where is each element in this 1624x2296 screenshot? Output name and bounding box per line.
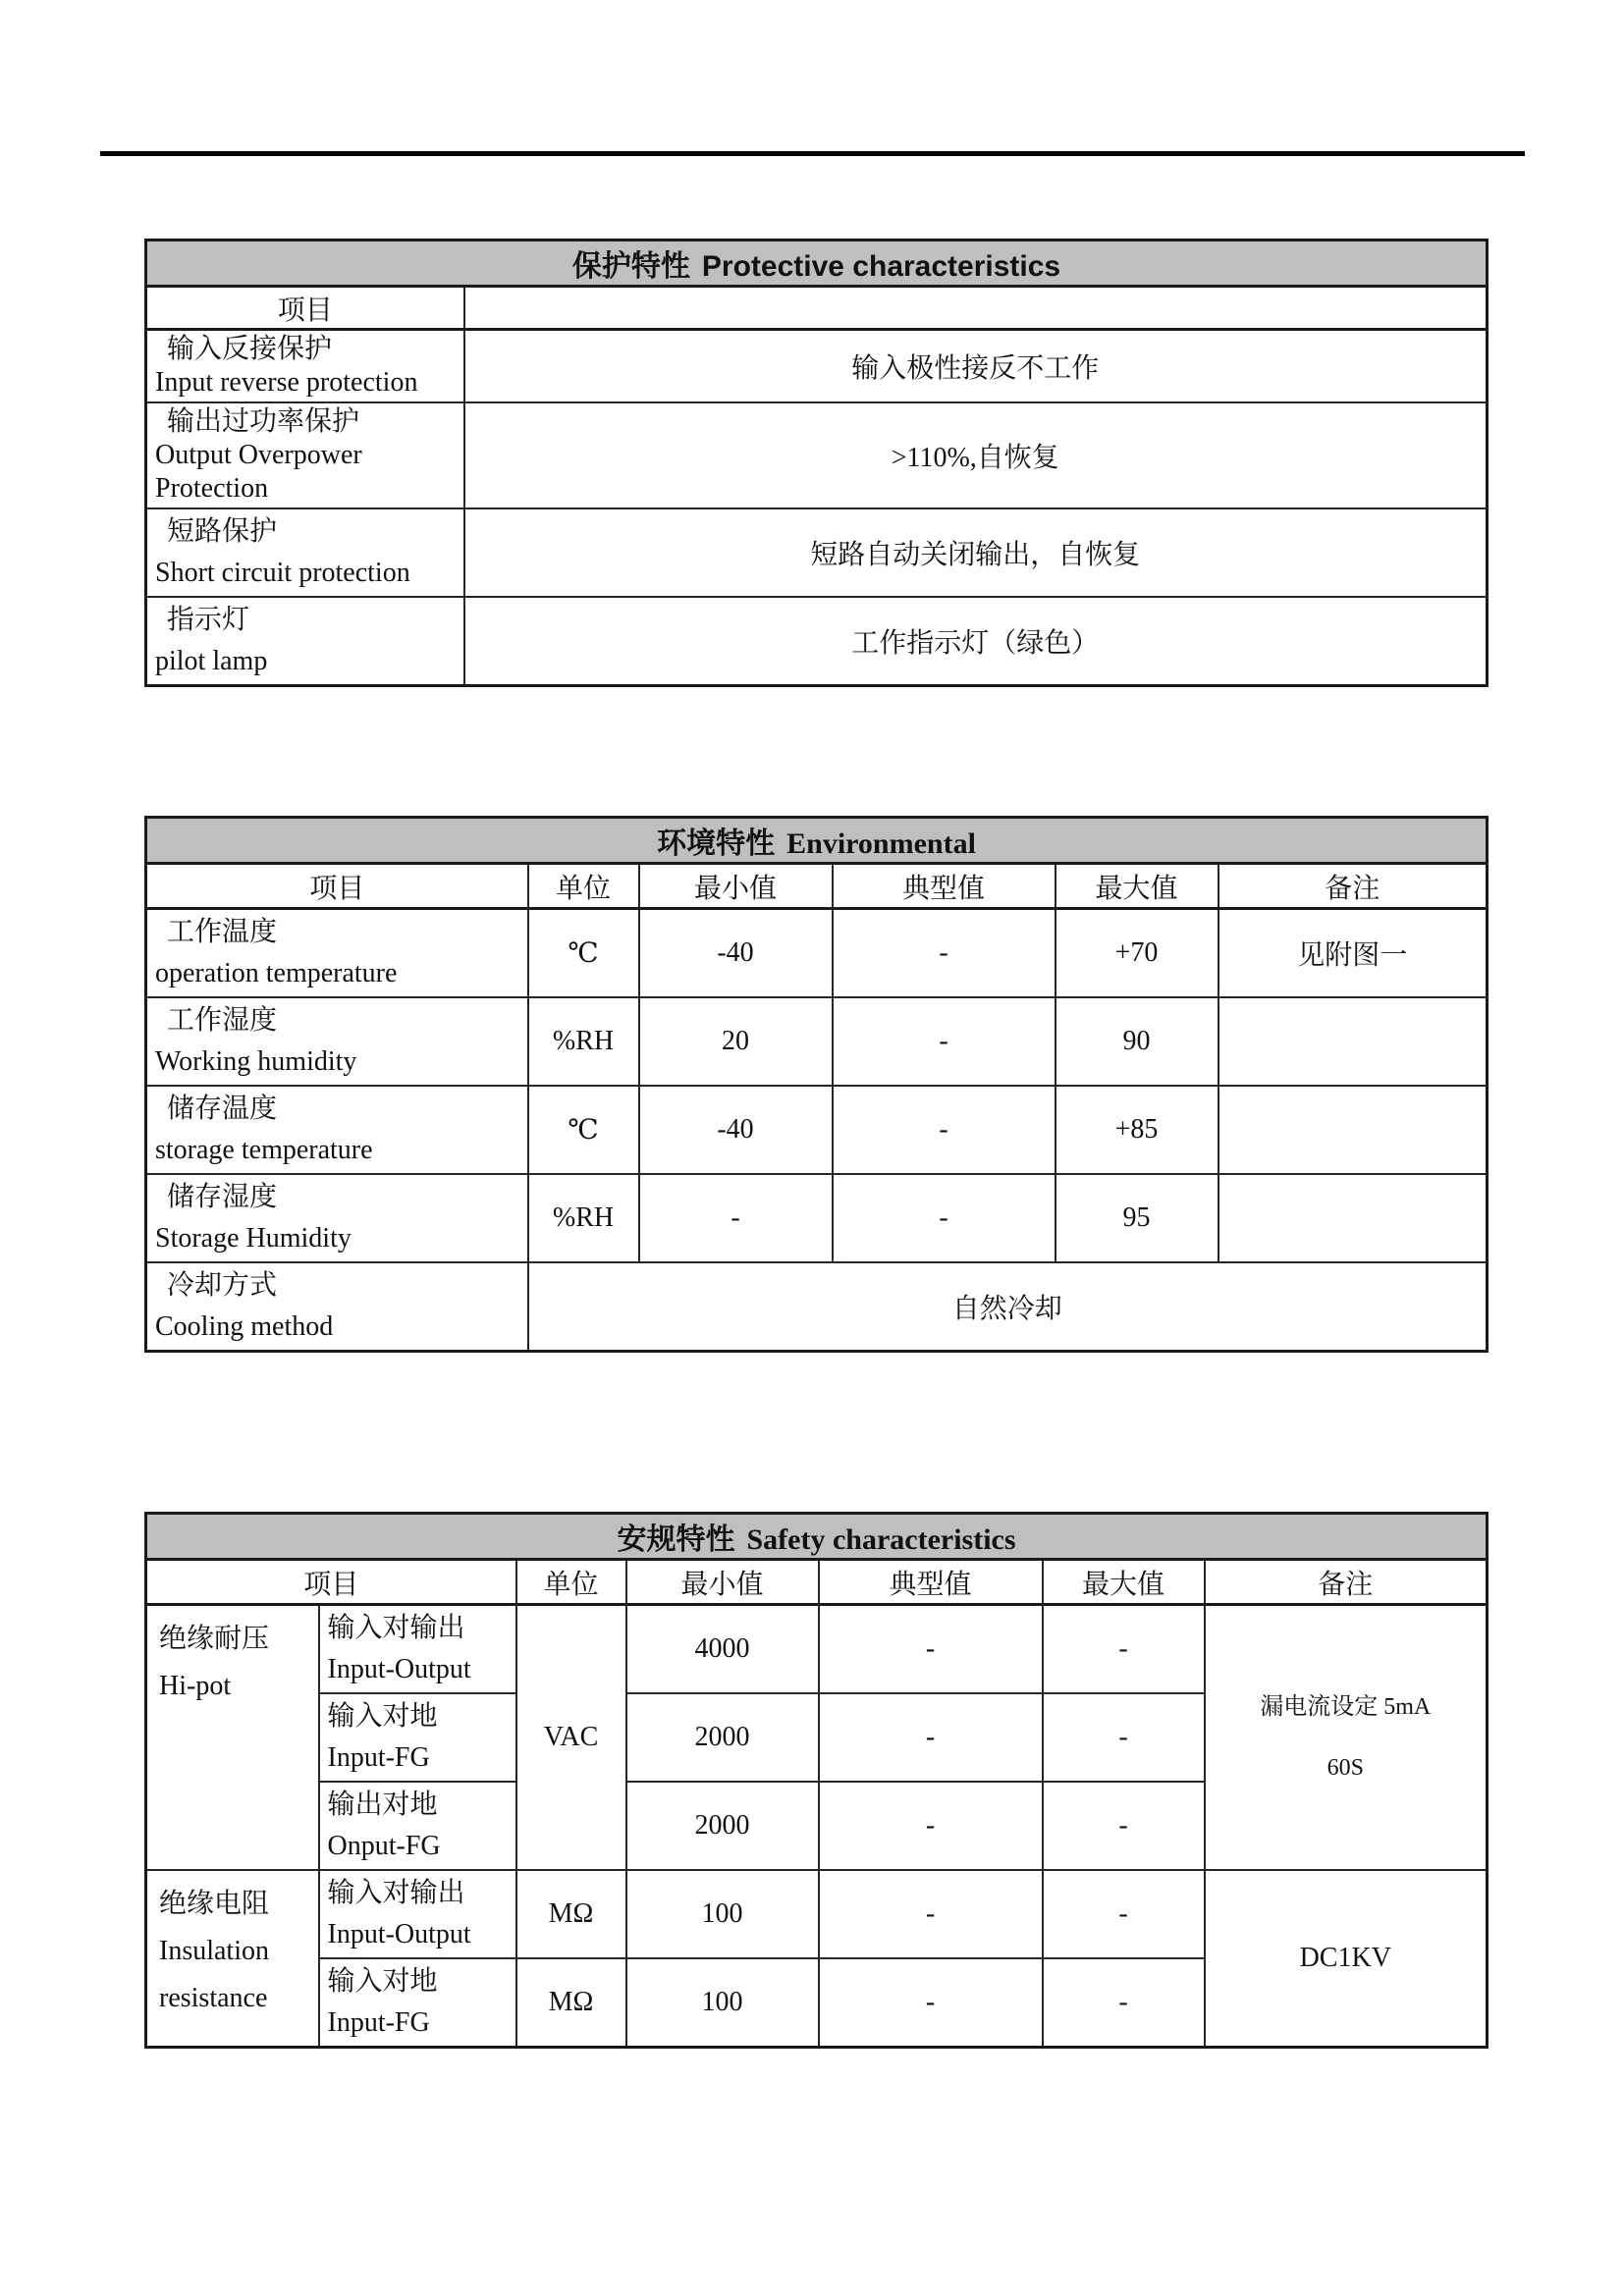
item-en: Storage Humidity [155, 1223, 352, 1254]
col-header-note: 备注 [1218, 864, 1488, 909]
min-cell: 2000 [626, 1693, 819, 1782]
max-cell: - [1043, 1605, 1205, 1694]
item-en: Short circuit protection [155, 558, 410, 588]
typ-cell: - [833, 997, 1056, 1086]
typ-cell: - [833, 909, 1056, 998]
col-header-item: 项目 [146, 287, 464, 330]
table-row [146, 1605, 1488, 1694]
group-zh: 绝缘电阻 [159, 1889, 270, 1919]
sub-item-cell [319, 1693, 516, 1782]
min-cell: -40 [639, 909, 833, 998]
group-en: Hi-pot [159, 1671, 232, 1701]
safety-title [146, 1514, 1488, 1560]
typ-cell: - [819, 1958, 1043, 2048]
note-line: 60S [1326, 1755, 1364, 1781]
group-en: Insulation resistance [159, 1936, 269, 2013]
value-cell: 输入极性接反不工作 [464, 330, 1488, 403]
sub-zh: 输入对输出 [327, 1613, 465, 1643]
table-row [146, 1174, 1488, 1262]
col-header-unit: 单位 [516, 1560, 626, 1605]
unit-cell: MΩ [516, 1870, 626, 1958]
item-cell [146, 508, 464, 597]
sub-item-cell [319, 1782, 516, 1870]
typ-cell: - [819, 1782, 1043, 1870]
item-en: storage temperature [155, 1135, 373, 1165]
value-cell: 短路自动关闭输出，自恢复 [464, 508, 1488, 597]
group-item-cell [146, 1605, 319, 1871]
item-en: operation temperature [155, 958, 398, 988]
item-cell [146, 1262, 528, 1352]
sub-zh: 输入对输出 [327, 1878, 465, 1908]
col-header-typ: 典型值 [833, 864, 1056, 909]
safety-colhead-row [146, 1560, 1488, 1605]
item-cell [146, 597, 464, 686]
col-header-max: 最大值 [1043, 1560, 1205, 1605]
min-cell: 100 [626, 1870, 819, 1958]
protective-table [144, 239, 1489, 687]
table-row [146, 997, 1488, 1086]
sub-en: Input-Output [327, 1919, 471, 1949]
protective-title-en: Protective characteristics [701, 250, 1061, 283]
table-row [146, 909, 1488, 998]
col-header-unit: 单位 [528, 864, 639, 909]
unit-cell: ℃ [528, 1086, 639, 1174]
environmental-title [146, 818, 1488, 864]
unit-cell: VAC [516, 1605, 626, 1871]
item-zh: 工作温度 [167, 917, 278, 947]
max-cell: - [1043, 1782, 1205, 1870]
unit-cell: %RH [528, 997, 639, 1086]
sub-en: Onput-FG [327, 1831, 441, 1861]
min-cell: 20 [639, 997, 833, 1086]
item-zh: 储存湿度 [167, 1182, 278, 1212]
item-cell [146, 330, 464, 403]
environmental-title-row [146, 818, 1488, 864]
col-header-max: 最大值 [1056, 864, 1218, 909]
table-row [146, 508, 1488, 597]
typ-cell: - [819, 1605, 1043, 1694]
table-row [146, 1870, 1488, 1958]
environmental-table [144, 816, 1489, 1353]
protective-title [146, 240, 1488, 287]
table-row [146, 1262, 1488, 1352]
unit-cell: ℃ [528, 909, 639, 998]
item-en: pilot lamp [155, 646, 268, 676]
min-cell: 2000 [626, 1782, 819, 1870]
note-cell [1218, 1174, 1488, 1262]
item-zh: 工作湿度 [167, 1005, 278, 1036]
typ-cell: - [819, 1870, 1043, 1958]
max-cell: +85 [1056, 1086, 1218, 1174]
sub-item-cell [319, 1870, 516, 1958]
item-en: Cooling method [155, 1311, 334, 1342]
sub-item-cell [319, 1958, 516, 2048]
max-cell: - [1043, 1693, 1205, 1782]
typ-cell: - [833, 1086, 1056, 1174]
environmental-title-zh: 环境特性 [657, 828, 776, 860]
cooling-value-cell: 自然冷却 [528, 1262, 1488, 1352]
item-zh: 短路保护 [167, 516, 278, 547]
max-cell: - [1043, 1870, 1205, 1958]
sub-en: Input-Output [327, 1654, 471, 1684]
item-zh: 储存温度 [167, 1094, 278, 1124]
item-zh: 输出过功率保护 [167, 406, 360, 437]
protective-title-zh: 保护特性 [571, 250, 690, 283]
environmental-colhead-row [146, 864, 1488, 909]
item-en: Output Overpower Protection [155, 440, 362, 504]
note-line: 漏电流设定 5mA [1260, 1694, 1432, 1720]
table-row [146, 597, 1488, 686]
table-row [146, 402, 1488, 508]
min-cell: 4000 [626, 1605, 819, 1694]
protective-title-row [146, 240, 1488, 287]
col-header-min: 最小值 [626, 1560, 819, 1605]
table-row [146, 1086, 1488, 1174]
item-cell [146, 997, 528, 1086]
sub-zh: 输入对地 [327, 1966, 438, 1997]
item-en: Working humidity [155, 1046, 357, 1077]
item-cell [146, 909, 528, 998]
safety-title-row [146, 1514, 1488, 1560]
max-cell: 90 [1056, 997, 1218, 1086]
sub-zh: 输出对地 [327, 1789, 438, 1820]
item-cell [146, 402, 464, 508]
group-zh: 绝缘耐压 [159, 1624, 270, 1654]
environmental-title-en: Environmental [786, 828, 976, 860]
unit-cell: MΩ [516, 1958, 626, 2048]
max-cell: 95 [1056, 1174, 1218, 1262]
typ-cell: - [833, 1174, 1056, 1262]
value-cell: >110%,自恢复 [464, 402, 1488, 508]
col-header-typ: 典型值 [819, 1560, 1043, 1605]
safety-title-zh: 安规特性 [617, 1523, 735, 1556]
group-item-cell [146, 1870, 319, 2048]
typ-cell: - [819, 1693, 1043, 1782]
protective-colhead-row [146, 287, 1488, 330]
col-header-min: 最小值 [639, 864, 833, 909]
col-header-blank [464, 287, 1488, 330]
table-row [146, 330, 1488, 403]
safety-title-en: Safety characteristics [746, 1523, 1016, 1556]
min-cell: - [639, 1174, 833, 1262]
note-cell: DC1KV [1205, 1870, 1488, 2048]
max-cell: - [1043, 1958, 1205, 2048]
note-cell [1218, 997, 1488, 1086]
sub-item-cell [319, 1605, 516, 1694]
note-cell [1218, 1086, 1488, 1174]
item-zh: 指示灯 [167, 605, 250, 635]
sub-en: Input-FG [327, 2007, 430, 2038]
value-cell: 工作指示灯（绿色） [464, 597, 1488, 686]
sub-en: Input-FG [327, 1742, 430, 1773]
min-cell: 100 [626, 1958, 819, 2048]
min-cell: -40 [639, 1086, 833, 1174]
col-header-note: 备注 [1205, 1560, 1488, 1605]
item-en: Input reverse protection [155, 367, 418, 398]
safety-table [144, 1512, 1489, 2049]
top-rule [100, 151, 1525, 156]
col-header-item: 项目 [146, 864, 528, 909]
item-cell [146, 1174, 528, 1262]
item-cell [146, 1086, 528, 1174]
col-header-item: 项目 [146, 1560, 516, 1605]
item-zh: 输入反接保护 [167, 334, 333, 364]
note-cell [1205, 1605, 1488, 1871]
max-cell: +70 [1056, 909, 1218, 998]
sub-zh: 输入对地 [327, 1701, 438, 1732]
note-cell: 见附图一 [1218, 909, 1488, 998]
unit-cell: %RH [528, 1174, 639, 1262]
item-zh: 冷却方式 [167, 1270, 278, 1301]
